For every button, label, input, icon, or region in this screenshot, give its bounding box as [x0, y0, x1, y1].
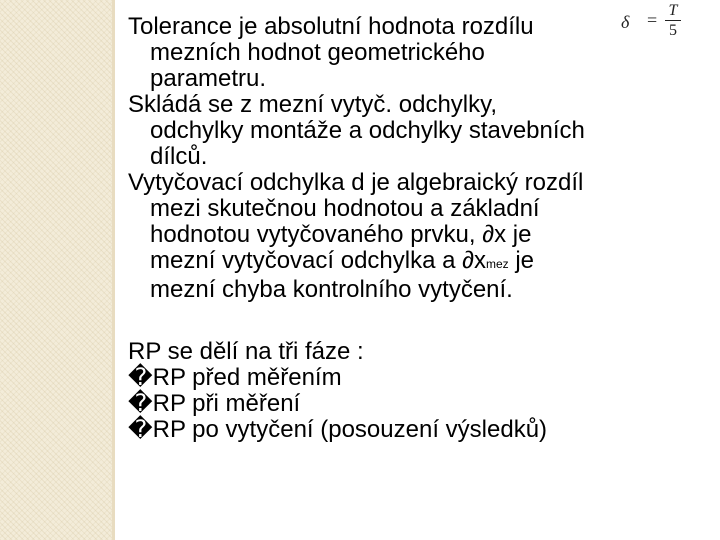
rp-title: RP se dělí na tři fáze : [128, 338, 364, 365]
rp-item-label: RP před měřením [152, 364, 342, 391]
rp-item-label: RP po vytyčení (posouzení výsledků) [152, 416, 548, 443]
bullet-icon: � [128, 390, 153, 417]
paragraph-line: Vytyčovací odchylka d je algebraický rozdíl [128, 169, 584, 196]
paragraph-composition [128, 92, 708, 170]
paragraph-line: parametru. [150, 65, 267, 92]
paragraph-line: mezi skutečnou hodnotou a základní [150, 195, 540, 222]
formula-equals: = [647, 10, 658, 30]
paragraph-line [128, 248, 708, 277]
rp-item-label: RP při měření [152, 390, 301, 417]
line-text: mezní vytyčovací odchylka a ∂x [150, 247, 486, 274]
paragraph-deviation [128, 170, 708, 303]
line-text: je [508, 247, 535, 274]
rp-section [128, 339, 708, 443]
spacer [128, 303, 708, 339]
rp-item [128, 417, 708, 443]
formula-lhs: δ [621, 12, 630, 32]
paragraph-line: hodnotou vytyčovaného prvku, ∂x je [150, 221, 532, 248]
rp-item [128, 391, 708, 417]
formula-numerator: T [668, 2, 678, 19]
bullet-icon: � [128, 416, 153, 443]
decorative-sidebar [0, 0, 112, 540]
formula-denominator: 5 [669, 22, 677, 39]
paragraph-line: Tolerance je absolutní hodnota rozdílu [128, 13, 534, 40]
paragraph-line: odchylky montáže a odchylky stavebních [150, 117, 585, 144]
paragraph-line: mezních hodnot geometrického [150, 39, 485, 66]
subscript-mez: mez [486, 257, 509, 271]
paragraph-line: mezní chyba kontrolního vytyčení. [150, 276, 513, 303]
sidebar-divider [112, 0, 115, 540]
slide-content [128, 14, 708, 443]
paragraph-line: Skládá se z mezní vytyč. odchylky, [128, 91, 498, 118]
bullet-icon: � [128, 364, 153, 391]
rp-item [128, 365, 708, 391]
paragraph-line: dílců. [150, 143, 208, 170]
paragraph-tolerance [128, 14, 708, 92]
